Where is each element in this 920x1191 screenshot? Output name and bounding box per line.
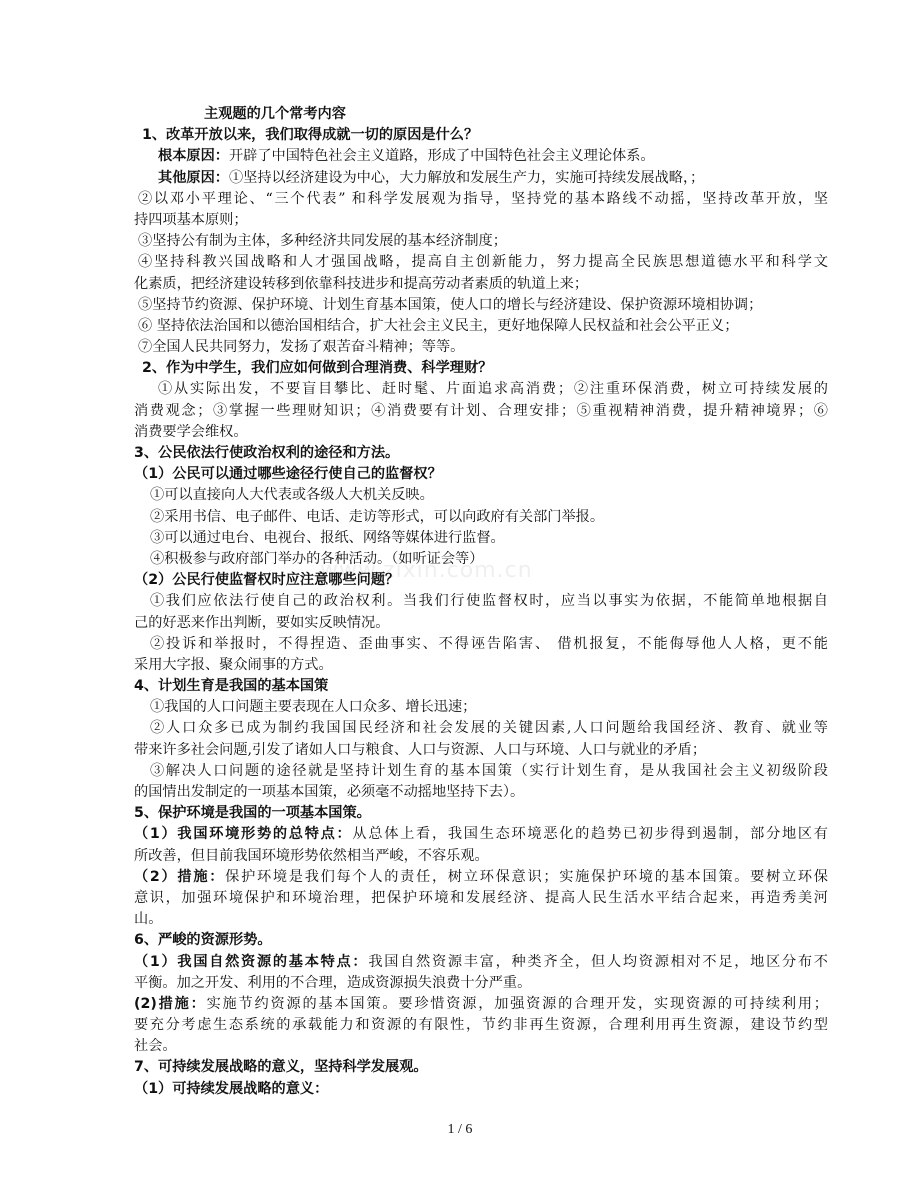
text-line xyxy=(134,697,828,718)
text-line xyxy=(134,401,828,422)
text-line xyxy=(134,782,828,803)
text-line xyxy=(134,252,828,273)
text-line xyxy=(134,994,828,1015)
text-line xyxy=(134,1079,828,1100)
text-line xyxy=(134,888,828,909)
text-line xyxy=(134,867,828,888)
text-line xyxy=(134,210,828,231)
line-text: 实施节约资源的基本国策。要珍惜资源，加强资源的合理开发，实现资源的可持续利用； xyxy=(206,995,828,1012)
line-text: 己的好恶来作出判断，要如实反映情况。 xyxy=(134,614,390,631)
line-text: ⑤坚持节约资源、保护环境、计划生育基本国策，使人口的增长与经济建设、保护资源环境相协调； xyxy=(138,296,763,313)
page-title: 主观题的几个常考内容 xyxy=(204,106,346,122)
document-lines xyxy=(134,125,828,1100)
watermark: www.zixin.com.cn xyxy=(320,558,533,583)
line-heading: (2)措施： xyxy=(134,995,207,1012)
line-text: ①我国的人口问题主要表现在人口众多、增长迅速； xyxy=(150,699,477,716)
line-heading: （1）我国自然资源的基本特点： xyxy=(134,953,369,970)
line-text: ②采用书信、电子邮件、电话、走访等形式，可以向政府有关部门举报。 xyxy=(150,508,605,525)
line-heading: （2）措施： xyxy=(134,868,226,885)
text-line xyxy=(134,973,828,994)
text-line xyxy=(134,485,828,506)
text-line xyxy=(134,231,828,252)
line-text: ⑦全国人民共同努力，发扬了艰苦奋斗精神；等等。 xyxy=(138,339,465,356)
text-line xyxy=(134,316,828,337)
text-line xyxy=(134,464,828,485)
line-text: 平衡。加之开发、利用的不合理，造成资源损失浪费十分严重。 xyxy=(134,974,532,991)
line-text: ②以邓小平理论、“三个代表” 和科学发展观为指导，坚持党的基本路线不动摇，坚持改革开放，坚 xyxy=(138,190,828,207)
line-text: ②投诉和举报时，不得捏造、歪曲事实、不得诬告陷害、 借机报复，不能侮辱他人人格，更不能 xyxy=(150,635,828,652)
line-heading: 2、作为中学生，我们应如何做到合理消费、科学理财？ xyxy=(142,360,493,377)
text-line xyxy=(134,570,828,591)
line-text: ①可以直接向人大代表或各级人大机关反映。 xyxy=(150,487,434,504)
text-line xyxy=(134,634,828,655)
text-line xyxy=(134,379,828,400)
line-text: 采用大字报、聚众闹事的方式。 xyxy=(134,656,333,673)
line-heading: 根本原因： xyxy=(158,148,229,165)
text-line xyxy=(134,718,828,739)
line-text: 社会。 xyxy=(134,1038,177,1055)
line-text: 开辟了中国特色社会主义道路，形成了中国特色社会主义理论体系。 xyxy=(228,148,655,165)
text-line xyxy=(134,761,828,782)
text-line xyxy=(134,952,828,973)
line-heading: 3、公民依法行使政治权利的途径和方法。 xyxy=(134,445,400,461)
line-text: 消费观念；③掌握一些理财知识；④消费要有计划、合理安排；⑤重视精神消费，提升精神境界；⑥ xyxy=(134,402,828,419)
line-text: 我国自然资源丰富，种类齐全，但人均资源相对不足，地区分布不 xyxy=(368,953,828,970)
line-text: 持四项基本原则； xyxy=(134,211,248,228)
line-text: ③可以通过电台、电视台、报纸、网络等媒体进行监督。 xyxy=(150,529,505,546)
text-line xyxy=(134,613,828,634)
text-line xyxy=(134,549,828,570)
line-text: 所改善，但目前我国环境形势依然相当严峻，不容乐观。 xyxy=(134,847,489,864)
line-text: 要充分考虑生态系统的承载能力和资源的有限性，节约非再生资源，合理利用再生资源，建设节约型 xyxy=(134,1017,828,1034)
line-text: 山。 xyxy=(134,911,163,928)
text-line xyxy=(134,1015,828,1036)
text-line xyxy=(134,358,828,379)
line-text: 意识，加强环境保护和环境治理，把保护环境和发展经济、提高人民生活水平结合起来，再造秀美河 xyxy=(134,889,828,906)
text-line xyxy=(134,274,828,295)
line-heading: 其他原因： xyxy=(158,169,229,186)
line-text: ①我们应依法行使自己的政治权利。当我们行使监督权时，应当以事实为依据，不能简单地根据自 xyxy=(150,593,828,610)
document-body xyxy=(134,104,828,1100)
line-text: ④坚持科教兴国战略和人才强国战略，提高自主创新能力，努力提高全民族思想道德水平和科学文 xyxy=(138,254,828,271)
line-text: ①从实际出发，不要盲目攀比、赶时髦、片面追求高消费；②注重环保消费，树立可持续发展的 xyxy=(158,381,828,398)
line-text: 消费要学会维权。 xyxy=(134,423,248,440)
line-heading: 7、可持续发展战略的意义，坚持科学发展观。 xyxy=(134,1059,428,1076)
text-line xyxy=(134,740,828,761)
line-heading: 6、严峻的资源形势。 xyxy=(134,932,272,949)
line-text: 保护环境是我们每个人的责任，树立环保意识；实施保护环境的基本国策。要树立环保 xyxy=(225,868,828,885)
line-heading: （2）公民行使监督权时应注意哪些问题？ xyxy=(134,572,400,589)
line-text: 的国情出发制定的一项基本国策，必须毫不动摇地坚持下去）。 xyxy=(134,784,525,800)
text-line xyxy=(134,909,828,930)
text-line xyxy=(134,676,828,697)
text-line xyxy=(134,528,828,549)
text-line xyxy=(134,930,828,951)
line-heading: （1）我国环境形势的总特点： xyxy=(134,826,353,843)
line-text: 化素质，把经济建设转移到依靠科技进步和提高劳动者素质的轨道上来； xyxy=(134,275,589,292)
text-line xyxy=(134,422,828,443)
line-text: 从总体上看，我国生态环境恶化的趋势已初步得到遏制，部分地区有 xyxy=(352,826,828,843)
line-heading: 5、保护环境是我国的一项基本国策。 xyxy=(134,805,371,822)
text-line xyxy=(134,824,828,845)
line-heading: 4、计划生育是我国的基本国策 xyxy=(134,678,329,695)
text-line xyxy=(134,1057,828,1078)
text-line xyxy=(134,1036,828,1057)
line-text: ①坚持以经济建设为中心，大力解放和发展生产力，实施可持续发展战略，； xyxy=(228,169,705,186)
text-line xyxy=(134,125,828,146)
line-text: ②人口众多已成为制约我国国民经济和社会发展的关键因素,人口问题给我国经济、教育、就业等 xyxy=(150,720,828,737)
text-line xyxy=(134,591,828,612)
line-heading: （1）公民可以通过哪些途径行使自己的监督权？ xyxy=(134,466,442,483)
text-line xyxy=(134,846,828,867)
text-line xyxy=(134,507,828,528)
line-text: ③解决人口问题的途径就是坚持计划生育的基本国策（实行计划生育，是从我国社会主义初级阶段 xyxy=(150,762,828,779)
text-line xyxy=(134,168,828,189)
text-line xyxy=(134,803,828,824)
line-heading: 1、改革开放以来，我们取得成就一切的原因是什么？ xyxy=(142,127,479,144)
text-line xyxy=(134,189,828,210)
text-line xyxy=(134,337,828,358)
line-text: ⑥ 坚持依法治国和以德治国相结合，扩大社会主义民主，更好地保障人民权益和社会公平正义； xyxy=(138,317,739,334)
line-heading: （1）可持续发展战略的意义： xyxy=(134,1080,329,1097)
text-line xyxy=(134,146,828,167)
line-text: ③坚持公有制为主体，多种经济共同发展的基本经济制度； xyxy=(138,233,507,250)
page-number: 1 / 6 xyxy=(447,1122,473,1137)
text-line xyxy=(134,655,828,676)
line-text: 带来许多社会问题,引发了诸如人口与粮食、人口与资源、人口与环境、人口与就业的矛盾； xyxy=(134,741,707,758)
text-line xyxy=(134,443,828,464)
text-line xyxy=(134,295,828,316)
line-text: ④积极参与政府部门举办的各种活动。（如听证会等） xyxy=(150,550,484,567)
